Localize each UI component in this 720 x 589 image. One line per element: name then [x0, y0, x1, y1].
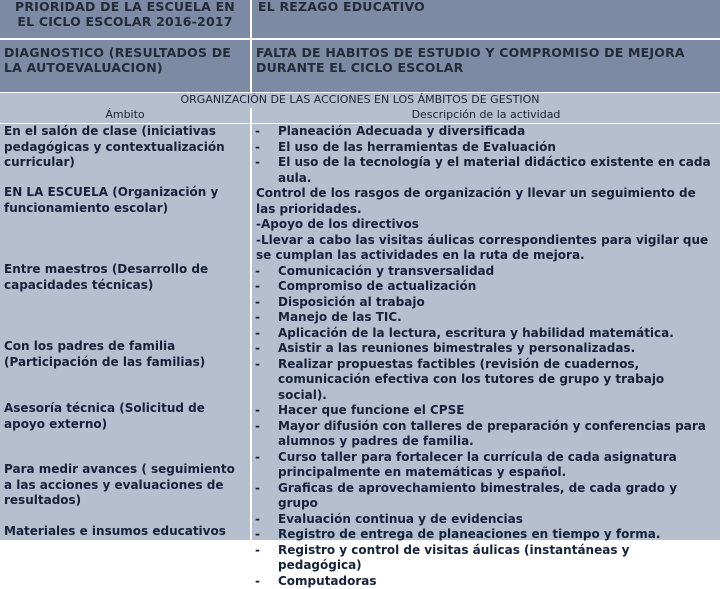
list-item: - Registro y control de visitas áulicas (instantáneas y pedagógica)	[252, 543, 716, 574]
list-item: - Computadoras	[252, 574, 716, 589]
priority-value-cell	[252, 0, 720, 38]
list-item: - Registro de entrega de planeaciones en tiempo y forma.	[252, 527, 716, 543]
ambito-7: Materiales e insumos educativos	[4, 524, 246, 540]
col-descripcion-cell	[252, 108, 720, 123]
text-line: Control de los rasgos de organización y llevar un seguimiento de las prioridades.	[252, 186, 716, 217]
ambito-6: Para medir avances ( seguimiento a las acciones y evaluaciones de resultados)	[4, 462, 246, 509]
ambito-2: EN LA ESCUELA (Organización y funcionamiento escolar)	[4, 185, 246, 216]
col-ambito-cell	[0, 108, 250, 123]
list-item: - Disposición al trabajo	[252, 295, 716, 311]
ambito-1: En el salón de clase (iniciativas pedagógicas y contextualización curricular)	[4, 124, 246, 171]
list-item: - Hacer que funcione el CPSE	[252, 403, 716, 419]
text-line: -Llevar a cabo las visitas áulicas correspondientes para vigilar que se cumplan las actividades en la ruta de mejora.	[252, 233, 716, 264]
list-item: - Manejo de las TIC.	[252, 310, 716, 326]
list-item: - Realizar propuestas factibles (revisión de cuadernos, comunicación efectiva con los tutores de grupo y trabajo social).	[252, 357, 716, 404]
ambito-4: Con los padres de familia (Participación de las familias)	[4, 339, 246, 370]
diagnosis-label-cell	[0, 40, 250, 92]
ambito-column	[0, 124, 250, 540]
list-item: - El uso de la tecnología y el material didáctico existente en cada aula.	[252, 155, 716, 186]
priority-label-cell	[0, 0, 250, 38]
list-item: - Planeación Adecuada y diversificada	[252, 124, 716, 140]
list-item: - Aplicación de la lectura, escritura y habilidad matemática.	[252, 326, 716, 342]
ambito-5: Asesoría técnica (Solicitud de apoyo externo)	[4, 401, 246, 432]
section-title: ORGANIZACIÒN DE LAS ACCIONES EN LOS ÁMBITOS DE GESTION	[0, 93, 720, 107]
list-item: - Comunicación y transversalidad	[252, 264, 716, 280]
diagnosis-value: FALTA DE HABITOS DE ESTUDIO Y COMPROMISO DE MEJORA DURANTE EL CICLO ESCOLAR	[256, 45, 716, 75]
descripcion-list	[252, 124, 716, 589]
priority-label: PRIORIDAD DE LA ESCUELA EN EL CICLO ESCOLAR 2016-2017	[6, 0, 244, 29]
diagnosis-label: DIAGNOSTICO (RESULTADOS DE LA AUTOEVALUACION)	[4, 45, 246, 75]
list-item: - Compromiso de actualización	[252, 279, 716, 295]
priority-value: EL REZAGO EDUCATIVO	[258, 0, 714, 14]
col-ambito: Ámbito	[0, 108, 250, 122]
list-item: - Asistir a las reuniones bimestrales y personalizadas.	[252, 341, 716, 357]
section-title-cell	[0, 93, 720, 108]
list-item: - El uso de las herramientas de Evaluación	[252, 140, 716, 156]
list-item: - Curso taller para fortalecer la currícula de cada asignatura principalmente en matemáticas y español.	[252, 450, 716, 481]
diagnosis-value-cell	[252, 40, 720, 92]
list-item: - Mayor difusión con talleres de preparación y conferencias para alumnos y padres de familia.	[252, 419, 716, 450]
list-item: - Evaluación continua y de evidencias	[252, 512, 716, 528]
descripcion-column	[252, 124, 720, 540]
ambito-3: Entre maestros (Desarrollo de capacidades técnicas)	[4, 262, 246, 293]
col-descripcion: Descripción de la actividad	[252, 108, 720, 122]
text-line: -Apoyo de los directivos	[252, 217, 716, 233]
list-item: - Graficas de aprovechamiento bimestrales, de cada grado y grupo	[252, 481, 716, 512]
